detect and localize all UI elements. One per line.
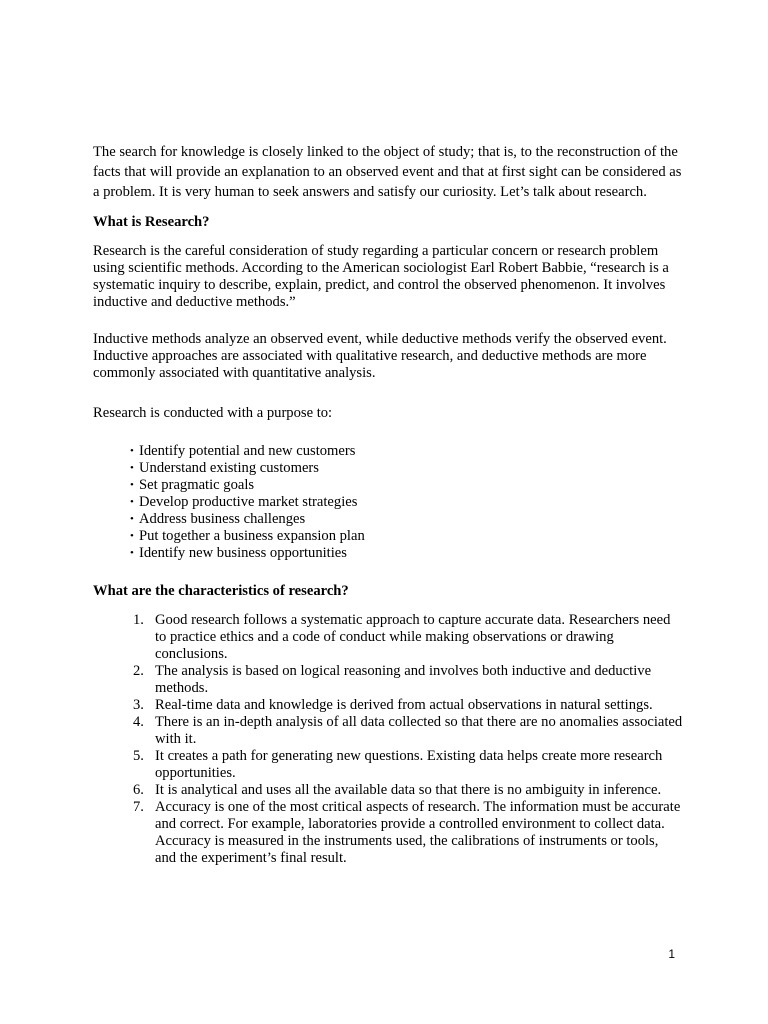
page-number: 1 bbox=[668, 947, 675, 961]
list-number: 4. bbox=[133, 714, 144, 730]
characteristics-numbered-list bbox=[93, 612, 683, 867]
purpose-list-item-text: Develop productive market strategies bbox=[139, 494, 358, 510]
characteristic-text: It creates a path for generating new questions. Existing data helps create more research opportunities. bbox=[155, 748, 663, 781]
purpose-list-item bbox=[130, 477, 683, 494]
purpose-list-item bbox=[130, 511, 683, 528]
characteristic-text: Good research follows a systematic approach to capture accurate data. Researchers need to practice ethics and a code of conduct while making observations or drawing conclusions. bbox=[155, 612, 671, 662]
purpose-list-item bbox=[130, 528, 683, 545]
characteristic-text: It is analytical and uses all the available data so that there is no ambiguity in inference. bbox=[155, 782, 662, 798]
intro-paragraph: The search for knowledge is closely linked to the object of study; that is, to the reconstruction of the facts that will provide an explanation to an observed event and that at first sight can be considered as a problem. It is very human to seek answers and satisfy our curiosity. Let’s talk about research. bbox=[93, 144, 682, 200]
list-number: 2. bbox=[133, 663, 144, 679]
characteristic-list-item bbox=[93, 799, 683, 867]
purpose-list-item-text: Understand existing customers bbox=[139, 460, 319, 476]
characteristic-text: Accuracy is one of the most critical aspects of research. The information must be accurate and correct. For example, laboratories provide a controlled environment to collect data. Accuracy is measured in the instruments used, the calibrations of instruments or tools, and the experiment’s final result. bbox=[155, 799, 681, 866]
bullet-icon: • bbox=[130, 513, 134, 525]
purpose-list-item bbox=[130, 494, 683, 511]
purpose-list-item-text: Identify potential and new customers bbox=[139, 443, 356, 459]
list-number: 5. bbox=[133, 748, 144, 764]
bullet-icon: • bbox=[130, 445, 134, 457]
characteristic-list-item bbox=[93, 782, 683, 799]
section-heading-characteristics: What are the characteristics of research? bbox=[93, 583, 349, 599]
list-number: 3. bbox=[133, 697, 144, 713]
purpose-bullet-list bbox=[93, 443, 683, 562]
characteristic-text: There is an in-depth analysis of all data collected so that there are no anomalies associated with it. bbox=[155, 714, 683, 747]
purpose-list-item-text: Put together a business expansion plan bbox=[139, 528, 365, 544]
bullet-icon: • bbox=[130, 530, 134, 542]
research-definition-paragraph: Research is the careful consideration of study regarding a particular concern or research problem using scientific methods. According to the American sociologist Earl Robert Babbie, “research is a systematic inquiry to describe, explain, predict, and control the observed phenomenon. It involves inductive and deductive methods.” bbox=[93, 243, 669, 310]
section-heading-what-is-research: What is Research? bbox=[93, 214, 210, 230]
characteristic-list-item bbox=[93, 663, 683, 697]
purpose-list-item bbox=[130, 443, 683, 460]
bullet-icon: • bbox=[130, 479, 134, 491]
inductive-deductive-paragraph: Inductive methods analyze an observed event, while deductive methods verify the observed event. Inductive approaches are associated with qualitative research, and deductive methods are more commonly associated with quantitative analysis. bbox=[93, 331, 667, 381]
characteristic-list-item bbox=[93, 714, 683, 748]
characteristic-text: The analysis is based on logical reasoning and involves both inductive and deductive methods. bbox=[155, 663, 652, 696]
purpose-intro-paragraph: Research is conducted with a purpose to: bbox=[93, 405, 333, 421]
characteristic-list-item bbox=[93, 748, 683, 782]
characteristic-list-item bbox=[93, 697, 683, 714]
purpose-list-item bbox=[130, 460, 683, 477]
bullet-icon: • bbox=[130, 462, 134, 474]
purpose-list-item-text: Address business challenges bbox=[139, 511, 306, 527]
characteristic-list-item bbox=[93, 612, 683, 663]
bullet-icon: • bbox=[130, 496, 134, 508]
purpose-list-item-text: Set pragmatic goals bbox=[139, 477, 255, 493]
characteristic-text: Real-time data and knowledge is derived from actual observations in natural settings. bbox=[155, 697, 653, 713]
list-number: 7. bbox=[133, 799, 144, 815]
document-body bbox=[93, 142, 683, 867]
list-number: 6. bbox=[133, 782, 144, 798]
bullet-icon: • bbox=[130, 547, 134, 559]
list-number: 1. bbox=[133, 612, 144, 628]
purpose-list-item-text: Identify new business opportunities bbox=[139, 545, 347, 561]
purpose-list-item bbox=[130, 545, 683, 562]
